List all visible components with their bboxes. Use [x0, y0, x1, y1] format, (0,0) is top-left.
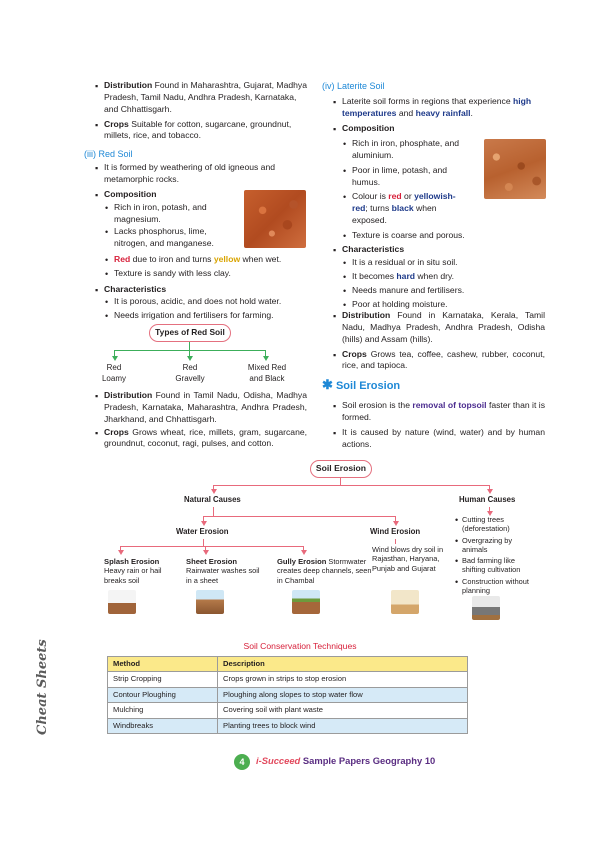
- soil-erosion-intro: ▪ Soil erosion is the removal of topsoil faster than it is formed. ▪ It is caused by nature (wind, water) and by human actions.: [333, 400, 545, 450]
- types-arrow-right: [263, 356, 269, 361]
- table-cell: Ploughing along slopes to stop water flow: [218, 687, 468, 702]
- red-characteristics: ▪ Characteristics: [95, 284, 307, 297]
- table-cell: Windbreaks: [108, 718, 218, 733]
- diagram-natural-arrow: [211, 489, 217, 494]
- construction-illustration: [472, 596, 500, 620]
- red-soil-photo: [244, 190, 306, 248]
- diagram-splash-arrow: [118, 550, 124, 555]
- soil-erosion-heading: ✱ Soil Erosion: [322, 377, 401, 392]
- table-header-row: [108, 657, 468, 672]
- red-characteristics-list: • It is porous, acidic, and does not hold water. • Needs irrigation and fertilisers for farming.: [105, 296, 310, 323]
- laterite-characteristics: ▪ Characteristics: [333, 244, 545, 257]
- gully-erosion: Gully Erosion Stormwater creates deep channels, seen in Chambal: [277, 557, 372, 585]
- distribution-item: ▪ Distribution Found in Maharashtra, Gujarat, Madhya Pradesh, Tamil Nadu, Andhra Pradesh, Karnataka, and Chhattisgarh.: [95, 80, 307, 116]
- table-cell: Mulching: [108, 703, 218, 718]
- natural-causes: Natural Causes: [184, 495, 241, 504]
- cheat-sheets-side-label: Cheat Sheets: [35, 639, 50, 735]
- diagram-natural-bar: [203, 516, 396, 517]
- diagram-sheet-arrow: [203, 550, 209, 555]
- crops-item: ▪ Crops Suitable for cotton, sugarcane, groundnut, millets, rice, and tobacco.: [95, 119, 307, 143]
- table-row: [108, 672, 468, 687]
- laterite-distribution-crops: ▪ Distribution Found in Karnataka, Kerala, Tamil Nadu, Madhya Pradesh, Andhra Pradesh, Odisha (hills) and Assam (hills). ▪ Crops Grows tea, coffee, cashew, rubber, coconut, rice, and tapioca.: [333, 310, 545, 372]
- gully-erosion-illustration: [292, 590, 320, 614]
- table-row: [108, 718, 468, 733]
- table-cell: Covering soil with plant waste: [218, 703, 468, 718]
- types-arrow-mid: [187, 356, 193, 361]
- table-cell: Planting trees to block wind: [218, 718, 468, 733]
- type-red-gravelly: Red Gravelly: [175, 363, 205, 384]
- laterite-soil-heading: (iv) Laterite Soil: [322, 81, 385, 91]
- splash-erosion-illustration: [108, 590, 136, 614]
- left-column: [95, 80, 307, 142]
- table-cell: Contour Ploughing: [108, 687, 218, 702]
- table-title: Soil Conservation Techniques: [243, 641, 357, 651]
- footer-title: i-Succeed Sample Papers Geography 10: [256, 755, 436, 766]
- diagram-human-arrow: [487, 489, 493, 494]
- red-soil-heading: (iii) Red Soil: [84, 149, 133, 159]
- table-cell: Crops grown in strips to stop erosion: [218, 672, 468, 687]
- red-distribution-crops: ▪ Distribution Found in Tamil Nadu, Odisha, Madhya Pradesh, Karnataka, Maharashtra, Andhra Pradesh, Jharkhand, and Chhattisgarh. ▪ Crops Grows wheat, rice, millets, gram, sugarcane, groundnut, coconut, ragi, pulses, and cotton.: [95, 390, 307, 450]
- types-arrow-left: [112, 356, 118, 361]
- diagram-wind-stem: [395, 539, 396, 544]
- asterisk-icon: ✱: [322, 377, 333, 392]
- wind-erosion: Wind Erosion: [370, 527, 421, 536]
- human-causes-list: • Cutting trees (deforestation) • Overgrazing by animals • Bad farming like shifting cultivation • Construction without planning: [455, 515, 535, 595]
- diagram-water-arrow: [201, 521, 207, 526]
- sheet-erosion: Sheet Erosion Rainwater washes soil in a sheet: [186, 557, 260, 585]
- laterite-soil-photo: [484, 139, 546, 199]
- red-composition-list: • Rich in iron, potash, and magnesium. • Lacks phosphorus, lime, nitrogen, and manganese.: [105, 202, 227, 249]
- red-composition-list-2: • Red due to iron and turns yellow when wet. • Texture is sandy with less clay.: [105, 254, 310, 281]
- wind-erosion-desc: Wind blows dry soil in Rajasthan, Haryana, Punjab and Gujarat: [372, 545, 444, 573]
- table-cell: Strip Cropping: [108, 672, 218, 687]
- diagram-root-bar: [213, 485, 490, 486]
- footer-brand: i-Succeed: [256, 755, 301, 766]
- diagram-title: Soil Erosion: [310, 460, 372, 478]
- laterite-characteristics-list: • It is a residual or in situ soil. • It becomes hard when dry. • Needs manure and fertilisers. • Poor at holding moisture.: [343, 257, 548, 311]
- table-row: [108, 687, 468, 702]
- type-red-loamy: Red Loamy: [101, 363, 126, 384]
- types-of-red-soil-title: Types of Red Soil: [149, 324, 231, 342]
- sheet-erosion-illustration: [196, 590, 224, 614]
- splash-erosion: Splash Erosion Heavy rain or hail breaks soil: [104, 557, 162, 585]
- soil-conservation-table: [107, 656, 468, 734]
- laterite-composition-list: • Rich in iron, phosphate, and aluminium. • Poor in lime, potash, and humus. • Colour is red or yellowish-red; turns black when exposed.: [343, 138, 471, 227]
- table-header-description: Description: [218, 657, 468, 672]
- laterite-intro: ▪ Laterite soil forms in regions that experience high temperatures and heavy rainfall. ▪ Composition: [333, 96, 545, 136]
- diagram-water-bar: [120, 546, 304, 547]
- type-mixed-red-black: Mixed Red and Black: [247, 363, 287, 384]
- page-number-badge: 4: [234, 754, 250, 770]
- laterite-texture: • Texture is coarse and porous.: [343, 230, 548, 243]
- human-causes: Human Causes: [459, 495, 516, 504]
- diagram-gully-arrow: [301, 550, 307, 555]
- diagram-wind-arrow: [393, 521, 399, 526]
- water-erosion: Water Erosion: [176, 527, 229, 536]
- wind-erosion-illustration: [391, 590, 419, 614]
- red-soil-section: ▪ It is formed by weathering of old igneous and metamorphic rocks. ▪ Composition: [95, 162, 307, 202]
- table-header-method: Method: [108, 657, 218, 672]
- table-row: [108, 703, 468, 718]
